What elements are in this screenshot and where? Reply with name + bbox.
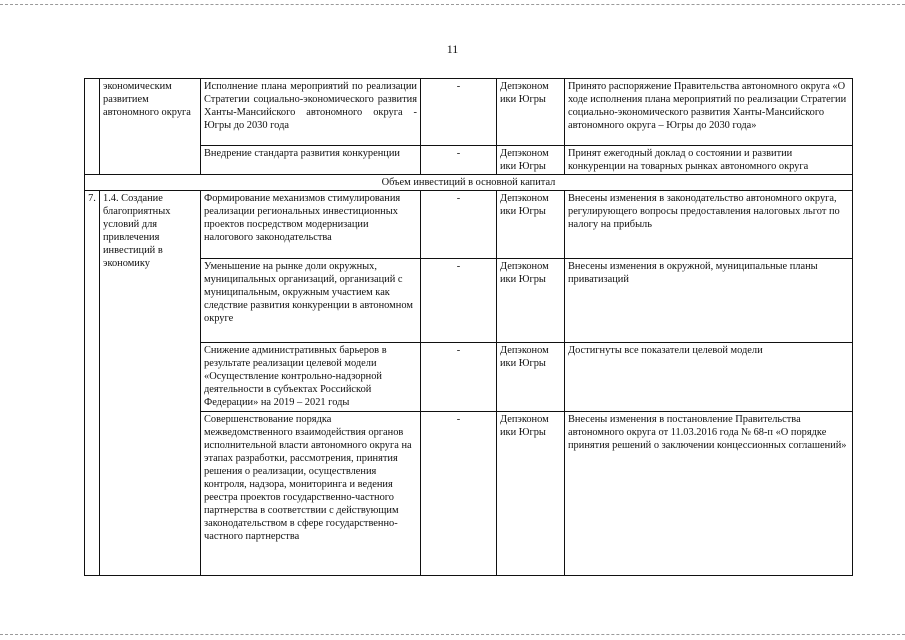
result-cell: Внесены изменения в окружной, муниципальные планы приватизаций — [565, 259, 853, 343]
result-cell: Внесены изменения в законодательство автономного округа, регулирующего вопросы предоставления налоговых льгот по налогу на прибыль — [565, 191, 853, 259]
measure-cell: Исполнение плана мероприятий по реализации Стратегии социально-экономического развития Ханты-Мансийского автономного округа - Югры до 2030 года — [201, 79, 421, 146]
table-row — [85, 412, 853, 576]
section-heading-row — [85, 175, 853, 191]
executor-cell: Депэконом ики Югры — [497, 146, 565, 175]
scan-edge-bottom — [0, 634, 905, 635]
measure-cell: Формирование механизмов стимулирования реализации региональных инвестиционных проектов посредством модернизации налогового законодательства — [201, 191, 421, 259]
result-cell: Принят ежегодный доклад о состоянии и развитии конкуренции на товарных рынках автономного округа — [565, 146, 853, 175]
table-row — [85, 79, 853, 146]
value-cell: - — [421, 79, 497, 146]
table-row — [85, 146, 853, 175]
result-cell: Достигнуты все показатели целевой модели — [565, 343, 853, 412]
measure-cell: Совершенствование порядка межведомственного взаимодействия органов исполнительной власти автономного округа на этапах разработки, рассмотрения, принятия решения о реализации, осуществления контроля, надзора, мониторинга и ведения реестра проектов государственно-частного партнерства в соответствии с действующим законодательством в сфере государственно-частного партнерства — [201, 412, 421, 576]
executor-cell: Депэконом ики Югры — [497, 79, 565, 146]
measure-cell: Снижение административных барьеров в результате реализации целевой модели «Осуществление контрольно-надзорной деятельности в субъектах Российской Федерации» на 2019 – 2021 годы — [201, 343, 421, 412]
value-cell: - — [421, 146, 497, 175]
direction-cell: экономическим развитием автономного округа — [100, 79, 201, 175]
executor-cell: Депэконом ики Югры — [497, 343, 565, 412]
table-row — [85, 191, 853, 259]
page-number: 11 — [446, 42, 459, 56]
row-number-cell — [85, 79, 100, 175]
result-cell: Внесены изменения в постановление Правительства автономного округа от 11.03.2016 года № 68-п «О порядке принятия решений о заключении концессионных соглашений» — [565, 412, 853, 576]
direction-cell: 1.4. Создание благоприятных условий для привлечения инвестиций в экономику — [100, 191, 201, 576]
value-cell: - — [421, 191, 497, 259]
measure-cell: Внедрение стандарта развития конкуренции — [201, 146, 421, 175]
section-heading: Объем инвестиций в основной капитал — [85, 175, 853, 191]
value-cell: - — [421, 259, 497, 343]
value-cell: - — [421, 343, 497, 412]
executor-cell: Депэконом ики Югры — [497, 259, 565, 343]
measure-cell: Уменьшение на рынке доли окружных, муниципальных организаций, организаций с муниципальным, окружным участием как следствие развития конкуренции в автономном округе — [201, 259, 421, 343]
executor-cell: Депэконом ики Югры — [497, 412, 565, 576]
row-number-cell: 7. — [85, 191, 100, 576]
measures-table — [84, 78, 853, 576]
value-cell: - — [421, 412, 497, 576]
scan-edge-top — [0, 4, 905, 5]
table-row — [85, 259, 853, 343]
result-cell: Принято распоряжение Правительства автономного округа «О ходе исполнения плана мероприятий по реализации Стратегии социально-экономического развития Ханты-Мансийского автономного округа – Югры до 2030 года» — [565, 79, 853, 146]
executor-cell: Депэконом ики Югры — [497, 191, 565, 259]
table-row — [85, 343, 853, 412]
